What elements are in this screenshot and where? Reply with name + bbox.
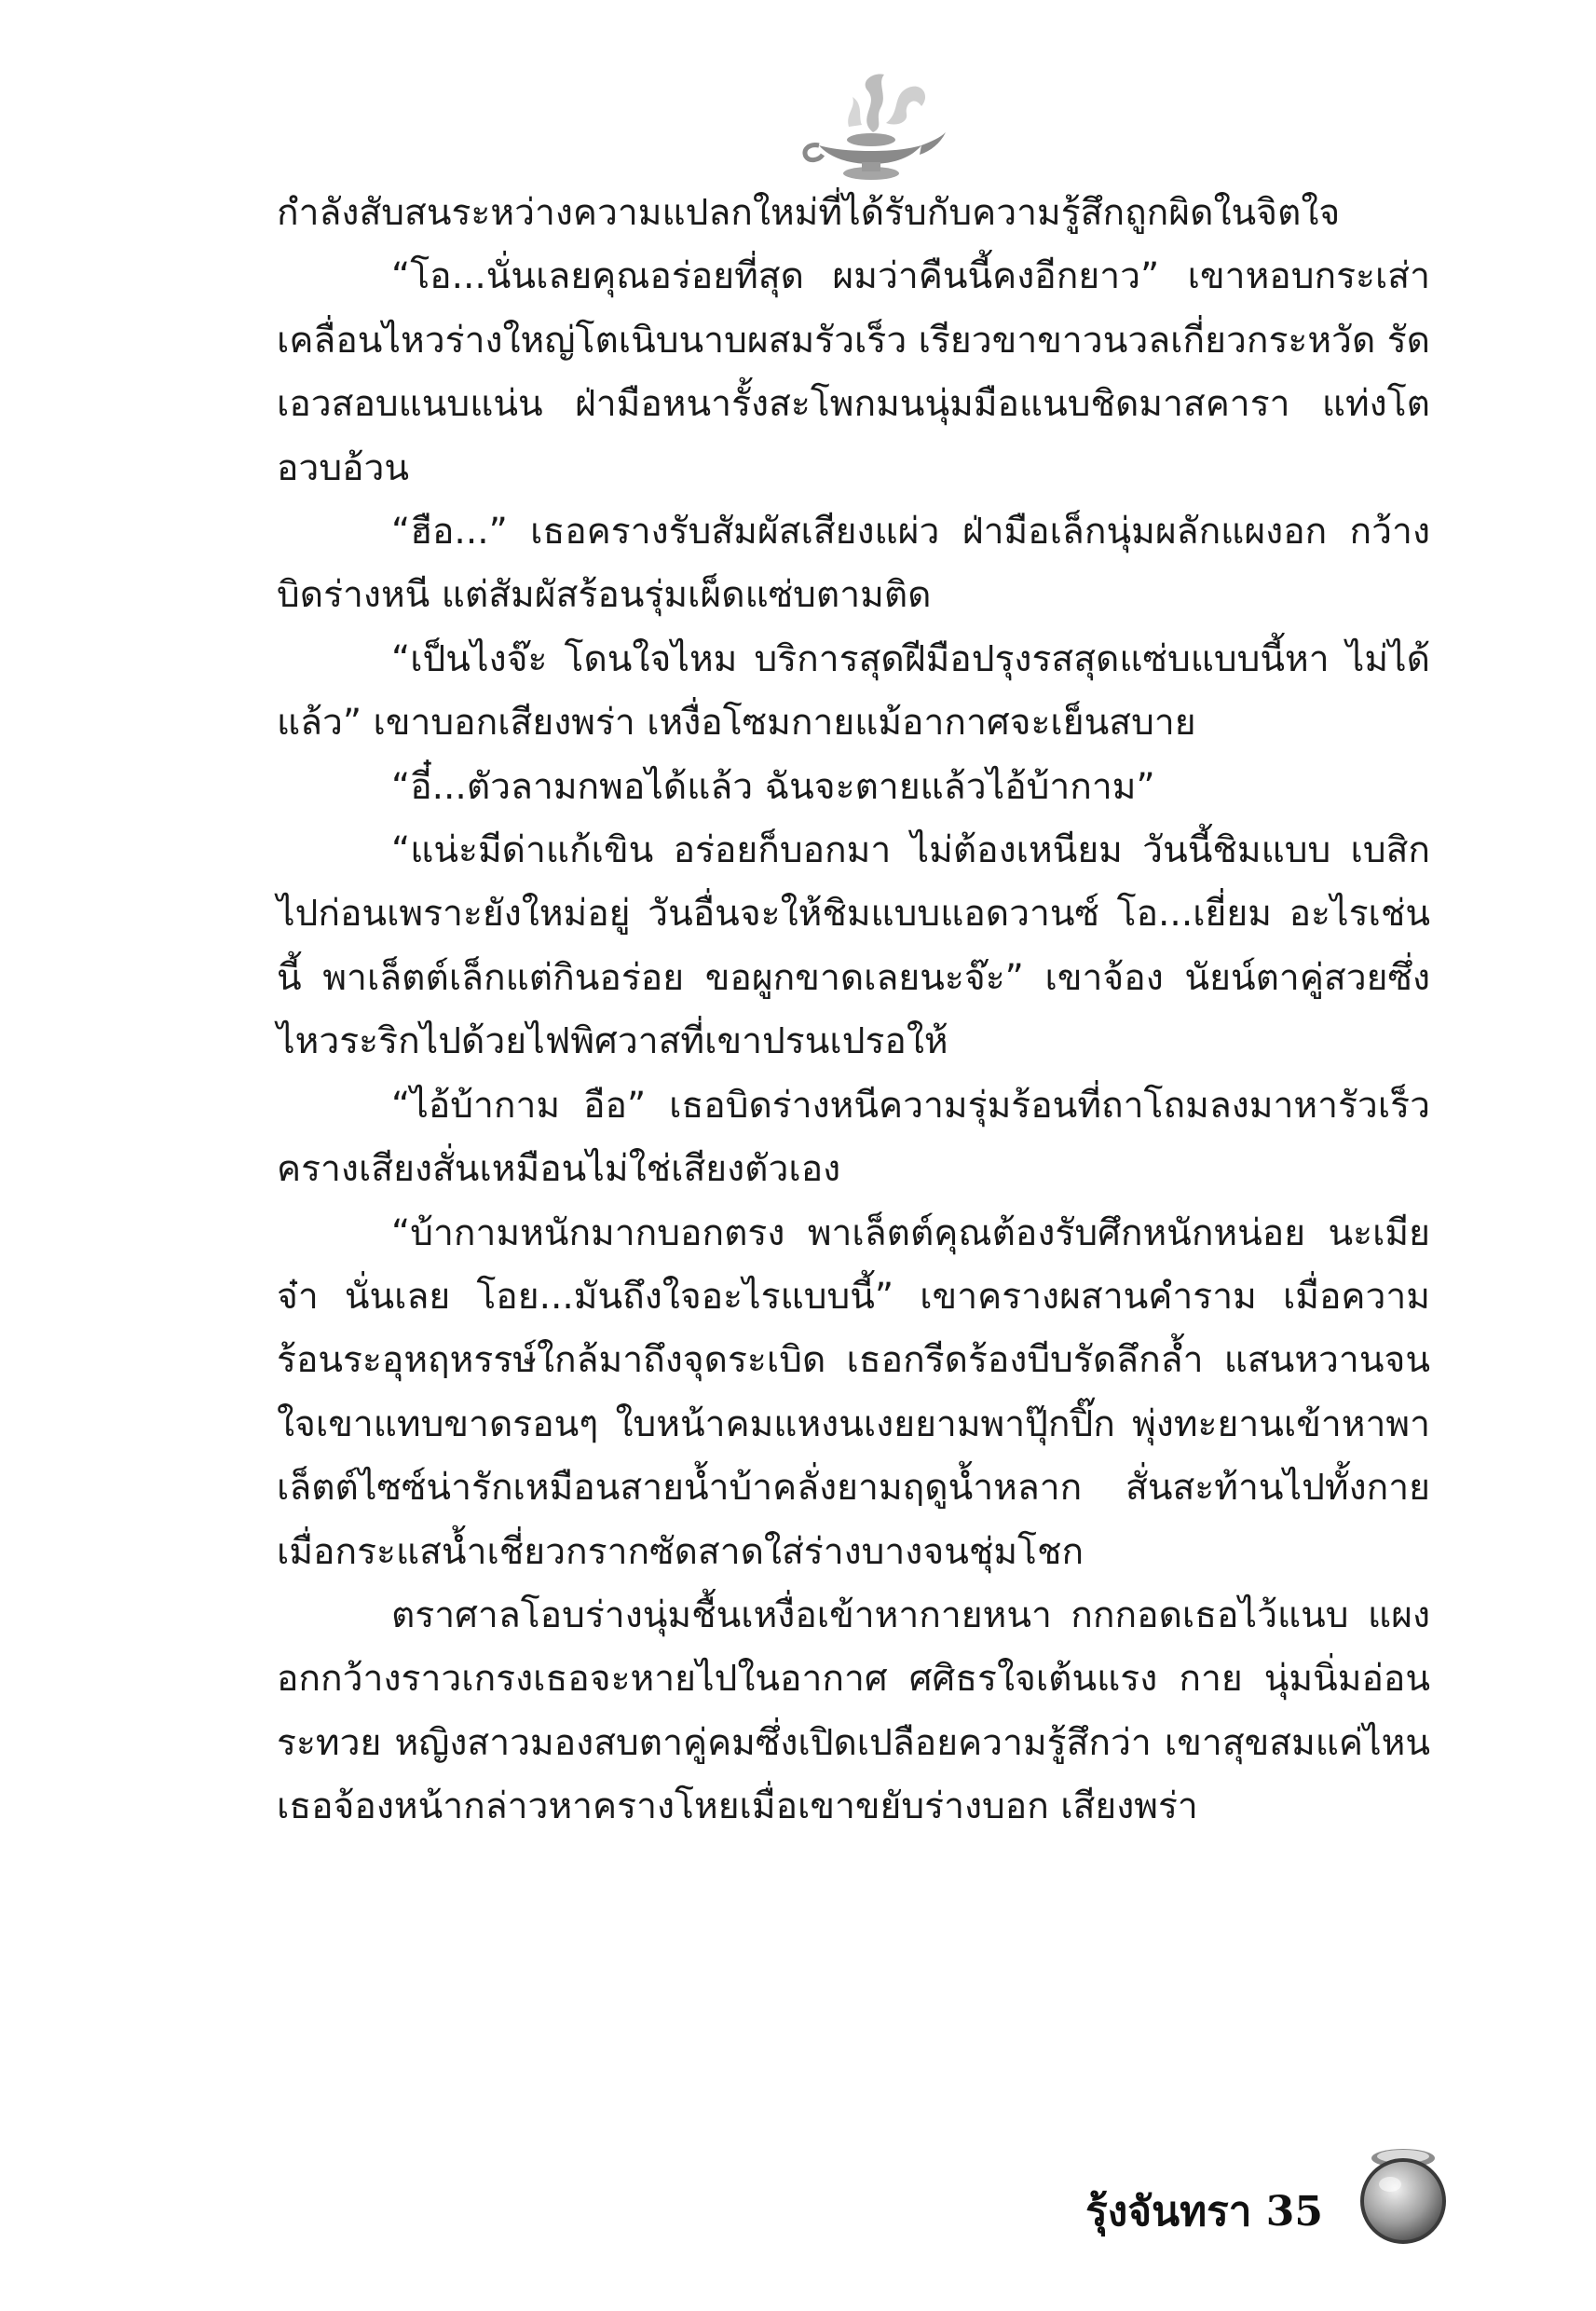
lamp-with-smoke-icon bbox=[791, 67, 949, 188]
body-text bbox=[277, 182, 1430, 1839]
paragraph-5: “อี๋...ตัวลามกพอได้แล้ว ฉันจะตายแล้วไอ้บ้ากาม” bbox=[391, 765, 1155, 808]
paragraph-9: ตราศาลโอบร่างนุ่มชื้นเหงื่อเข้าหากายหนา กกกอดเธอไว้แนบ แผงอกกว้างราวเกรงเธอจะหายไปในอากาศ ศศิธรใจเต้นแรง กาย นุ่มนิ่มอ่อนระทวย หญิงสาวมองสบตาคู่คมซึ่งเปิดเปลือยความรู้สึกว่า เขาสุขสมแค่ไหน เธอจ้องหน้ากล่าวหาครางโหยเมื่อเขาขยับร่างบอก เสียงพร่า bbox=[277, 1593, 1430, 1828]
paragraph-1: กำลังสับสนระหว่างความแปลกใหม่ที่ได้รับกับความรู้สึกถูกผิดในจิตใจ bbox=[277, 192, 1341, 234]
book-title: รุ้งจันทรา bbox=[1085, 2188, 1252, 2236]
page-number: 35 bbox=[1265, 2188, 1323, 2236]
paragraph-6: “แน่ะมีด่าแก้เขิน อร่อยก็บอกมา ไม่ต้องเหนียม วันนี้ชิมแบบ เบสิกไปก่อนเพราะยังใหม่อยู่ วันอื่นจะให้ชิมแบบแอดวานซ์ โอ...เยี่ยม อะไรเช่นนี้ พาเล็ตต์เล็กแต่กินอร่อย ขอผูกขาดเลยนะจ๊ะ” เขาจ้อง นัยน์ตาคู่สวยซึ่งไหวระริกไปด้วยไฟพิศวาสที่เขาปรนเปรอให้ bbox=[277, 829, 1430, 1063]
paragraph-3: “ฮือ...” เธอครางรับสัมผัสเสียงแผ่ว ฝ่ามือเล็กนุ่มผลักแผงอก กว้างบิดร่างหนี แต่สัมผัสร้อนรุ่มเผ็ดแซ่บตามติด bbox=[277, 511, 1430, 617]
paragraph-8: “บ้ากามหนักมากบอกตรง พาเล็ตต์คุณต้องรับศึกหนักหน่อย นะเมียจ๋า นั่นเลย โอย...มันถึงใจอะไรแบบนี้” เขาครางผสานคำราม เมื่อความร้อนระอุหฤหรรษ์ใกล้มาถึงจุดระเบิด เธอกรีดร้องบีบรัดลึกล้ำ แสนหวานจนใจเขาแทบขาดรอนๆ ใบหน้าคมแหงนเงยยามพาปุ๊กปิ๊ก พุ่งทะยานเข้าหาพาเล็ตต์ไซซ์น่ารักเหมือนสายน้ำบ้าคลั่งยามฤดูน้ำหลาก สั่นสะท้านไปทั้งกายเมื่อกระแสน้ำเชี่ยวกรากซัดสาดใส่ร่างบางจนชุ่มโชก bbox=[277, 1211, 1430, 1573]
round-pot-icon bbox=[1357, 2143, 1450, 2246]
paragraph-2: “โอ...นั่นเลยคุณอร่อยที่สุด ผมว่าคืนนี้คงอีกยาว” เขาหอบกระเส่า เคลื่อนไหวร่างใหญ่โตเนิบนาบผสมรัวเร็ว เรียวขาขาวนวลเกี่ยวกระหวัด รัดเอวสอบแนบแน่น ฝ่ามือหนารั้งสะโพกมนนุ่มมือแนบชิดมาสคารา แท่งโตอวบอ้วน bbox=[277, 255, 1430, 489]
running-footer bbox=[1085, 2179, 1323, 2244]
paragraph-7: “ไอ้บ้ากาม อือ” เธอบิดร่างหนีความรุ่มร้อนที่ถาโถมลงมาหารัวเร็ว ครางเสียงสั่นเหมือนไม่ใช่เสียงตัวเอง bbox=[277, 1084, 1430, 1191]
paragraph-4: “เป็นไงจ๊ะ โดนใจไหม บริการสุดฝีมือปรุงรสสุดแซ่บแบบนี้หา ไม่ได้แล้ว” เขาบอกเสียงพร่า เหงื่อโซมกายแม้อากาศจะเย็นสบาย bbox=[277, 637, 1430, 745]
